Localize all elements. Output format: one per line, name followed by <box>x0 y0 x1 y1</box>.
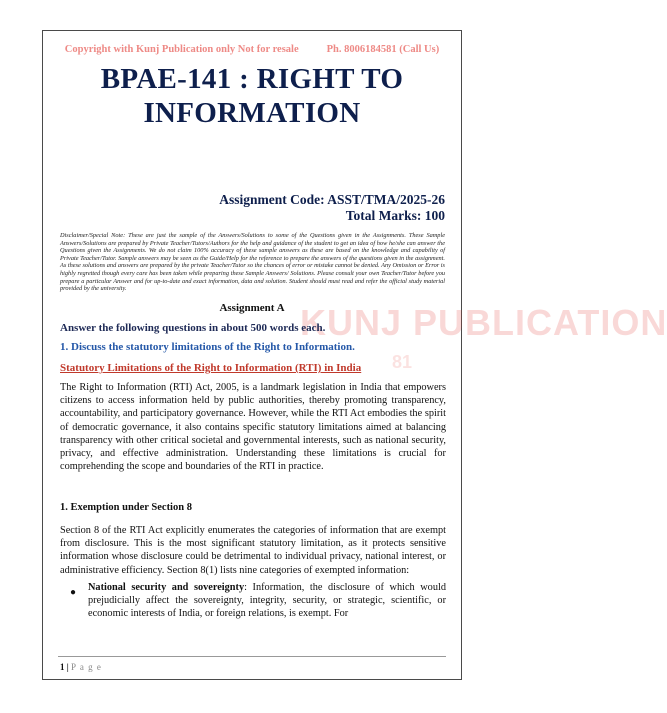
disclaimer-note: Disclaimer/Special Note: These are just the sample of the Answers/Solutions to some of the Questions given in the Assignments. These Sample Answers/Solutions are prepared by Private Teacher/Tutors/Authors for the help and guidance of the student to get an idea of how he/she can answer the Questions given the Assignments. We do not claim 100% accuracy of these sample answers as these are based on the knowledge and capability of Private Teacher/Tutor. Sample answers may be seen as the Guide/Help for the reference to prepare the answers of the questions given in the assignment. As these solutions and answers are prepared by the private Teacher/Tutor so the chances of error or mistake cannot be denied. Any Omission or Error is highly regretted though every care has been taken while preparing these Sample Answers/ Solutions. Please consult your own Teacher/Tutor before you prepare a particular Answer and for up-to-date and exact information, data and solution. Student should must read and refer the official study material provided by the university. <box>60 232 445 293</box>
copyright-header <box>0 44 504 55</box>
assignment-heading: Assignment A <box>219 302 285 314</box>
phone-text: Ph. 8006184581 (Call Us) <box>326 44 440 55</box>
assignment-code: Assignment Code: ASST/TMA/2025-26 <box>219 192 445 207</box>
bullet-label: National security and sovereignty <box>88 582 245 593</box>
instruction-text: Answer the following questions in about 500 words each. <box>60 322 326 334</box>
bullet-icon: ● <box>70 587 77 598</box>
watermark-phone: 81 <box>392 352 413 372</box>
bullet-body: : Information, the disclosure of which would prejudicially affect the sovereignty, integrity, security, or strategic, scientific, or economic interests of India, or foreign relations, is exempt. For <box>88 582 446 620</box>
intro-paragraph: The Right to Information (RTI) Act, 2005, is a landmark legislation in India that empowers citizens to access information held by public authorities, thereby promoting transparency, accountability, and participatory governance. However, while the RTI Act embodies the spirit of democratic governance, it also contains specific statutory limitations aimed at balancing transparency with other critical societal and governmental interests, such as national security, privacy, and effective administration. Understanding these limitations is crucial for comprehending the scope and boundaries of the RTI in practice. <box>60 382 446 473</box>
title-line-1: BPAE-141 : RIGHT TO <box>100 63 404 95</box>
watermark: KUNJ PUBLICATION <box>300 302 667 343</box>
page-separator: | <box>66 662 69 672</box>
bullet-item <box>88 581 446 621</box>
page-label: P a g e <box>70 662 102 672</box>
section-title: Statutory Limitations of the Right to Information (RTI) in India <box>60 362 362 374</box>
page-number: 1 <box>60 662 65 672</box>
total-marks: Total Marks: 100 <box>345 208 445 223</box>
footer-divider <box>58 656 446 657</box>
copyright-text: Copyright with Kunj Publication only Not for resale <box>64 44 299 55</box>
subsection-heading: 1. Exemption under Section 8 <box>60 502 192 513</box>
title-line-2: INFORMATION <box>143 97 361 129</box>
page-footer <box>60 662 102 672</box>
section8-paragraph: Section 8 of the RTI Act explicitly enumerates the categories of information that are exempt from disclosure. This is the most significant statutory limitation, as it protects sensitive information whose disclosure could be detrimental to individual privacy, national interest, or administrative efficiency. Section 8(1) lists nine categories of exempted information: <box>60 525 446 576</box>
question-heading: 1. Discuss the statutory limitations of the Right to Information. <box>60 341 355 353</box>
document-title <box>60 62 444 130</box>
